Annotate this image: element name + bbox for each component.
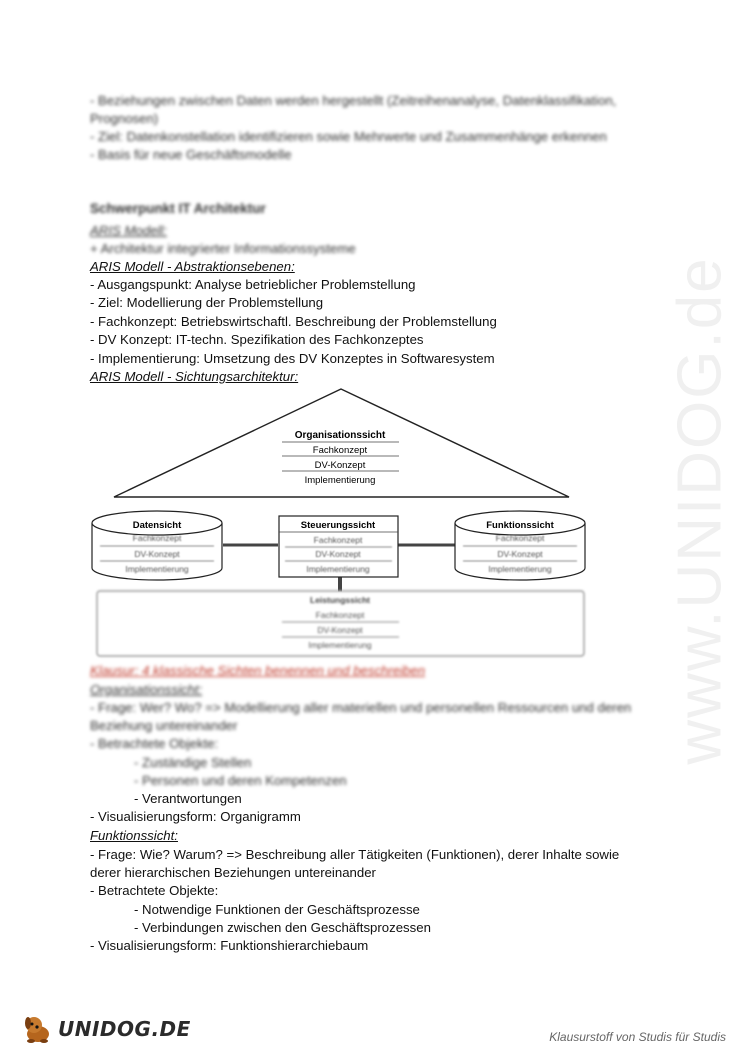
org-level: Fachkonzept — [312, 445, 368, 456]
aris-item: + Architektur integrierter Informationssysteme — [90, 241, 356, 256]
intro-line: - Beziehungen zwischen Daten werden hergestellt (Zeitreihenanalyse, Datenklassifikation, — [90, 93, 617, 108]
footer-logo — [22, 1014, 191, 1044]
data-level: Implementierung — [125, 564, 189, 574]
service-title: Leistungssicht — [310, 595, 370, 605]
exam-label: Klausur: 4 klassische Sichten benennen und beschreiben — [90, 663, 426, 678]
intro-line: Prognosen) — [90, 111, 159, 126]
function-level: DV-Konzept — [497, 549, 543, 559]
function-view-line: - Betrachtete Objekte: — [90, 883, 219, 898]
org-title: Organisationssicht — [294, 430, 386, 441]
org-view-line: Beziehung untereinander — [90, 718, 238, 733]
data-view-cylinder — [92, 511, 222, 580]
control-title: Steuerungssicht — [300, 520, 376, 531]
abstraction-item: - Fachkonzept: Betriebswirtschaftl. Beschreibung der Problemstellung — [90, 314, 497, 329]
section-heading: Schwerpunkt IT Architektur — [90, 201, 266, 216]
abstraction-item: - Implementierung: Umsetzung des DV Konzeptes in Softwaresystem — [90, 351, 495, 366]
function-level: Implementierung — [488, 564, 552, 574]
service-level: DV-Konzept — [317, 625, 363, 635]
function-view-subitem: - Verbindungen zwischen den Geschäftsprozessen — [134, 920, 431, 935]
control-level: Implementierung — [306, 564, 370, 574]
abstraction-item: - DV Konzept: IT-techn. Spezifikation des Fachkonzeptes — [90, 332, 424, 347]
data-title: Datensicht — [132, 520, 182, 531]
service-level: Implementierung — [308, 640, 372, 650]
abstraction-item: - Ziel: Modellierung der Problemstellung — [90, 295, 324, 310]
org-view-line: - Betrachtete Objekte: — [90, 736, 219, 751]
function-view-label: Funktionssicht: — [90, 828, 178, 843]
abstraction-label: ARIS Modell - Abstraktionsebenen: — [90, 259, 295, 274]
control-level: Fachkonzept — [313, 535, 363, 545]
function-view-line: - Frage: Wie? Warum? => Beschreibung aller Tätigkeiten (Funktionen), derer Inhalte sowie — [90, 847, 620, 862]
function-view-cylinder — [455, 511, 585, 580]
org-view-label: Organisationssicht: — [90, 682, 203, 697]
aris-label: ARIS Modell: — [90, 223, 167, 238]
control-level: DV-Konzept — [315, 549, 361, 559]
view-label: ARIS Modell - Sichtungsarchitektur: — [90, 369, 299, 384]
function-title: Funktionssicht — [486, 520, 554, 531]
org-view-subitem: - Personen und deren Kompetenzen — [134, 773, 347, 788]
org-level: Implementierung — [304, 475, 376, 486]
org-visualization: - Visualisierungsform: Organigramm — [90, 809, 301, 824]
function-view-line: derer hierarchischen Beziehungen untereinander — [90, 865, 376, 880]
intro-line: - Ziel: Datenkonstellation identifizieren sowie Mehrwerte und Zusammenhänge erkennen — [90, 129, 607, 144]
service-level: Fachkonzept — [315, 610, 365, 620]
intro-line: - Basis für neue Geschäftsmodelle — [90, 147, 292, 162]
data-level: Fachkonzept — [132, 533, 182, 543]
dog-icon — [22, 1014, 54, 1044]
function-visualization: - Visualisierungsform: Funktionshierarchiebaum — [90, 938, 369, 953]
service-view-base — [97, 591, 584, 656]
org-view-line: - Frage: Wer? Wo? => Modellierung aller materiellen und personellen Ressourcen und deren — [90, 700, 632, 715]
abstraction-item: - Ausgangspunkt: Analyse betrieblicher Problemstellung — [90, 277, 416, 292]
watermark-text: www.UNIDOG.de — [665, 255, 735, 765]
function-view-subitem: - Notwendige Funktionen der Geschäftsprozesse — [134, 902, 420, 917]
logo-text: UNIDOG.DE — [58, 1017, 191, 1041]
function-level: Fachkonzept — [495, 533, 545, 543]
org-view-subitem: - Zuständige Stellen — [134, 755, 252, 770]
footer-claim: Klausurstoff von Studis für Studis — [549, 1030, 726, 1044]
control-view-box — [279, 516, 398, 577]
org-level: DV-Konzept — [314, 460, 366, 471]
data-level: DV-Konzept — [134, 549, 180, 559]
org-view-subitem: - Verantwortungen — [134, 791, 242, 806]
